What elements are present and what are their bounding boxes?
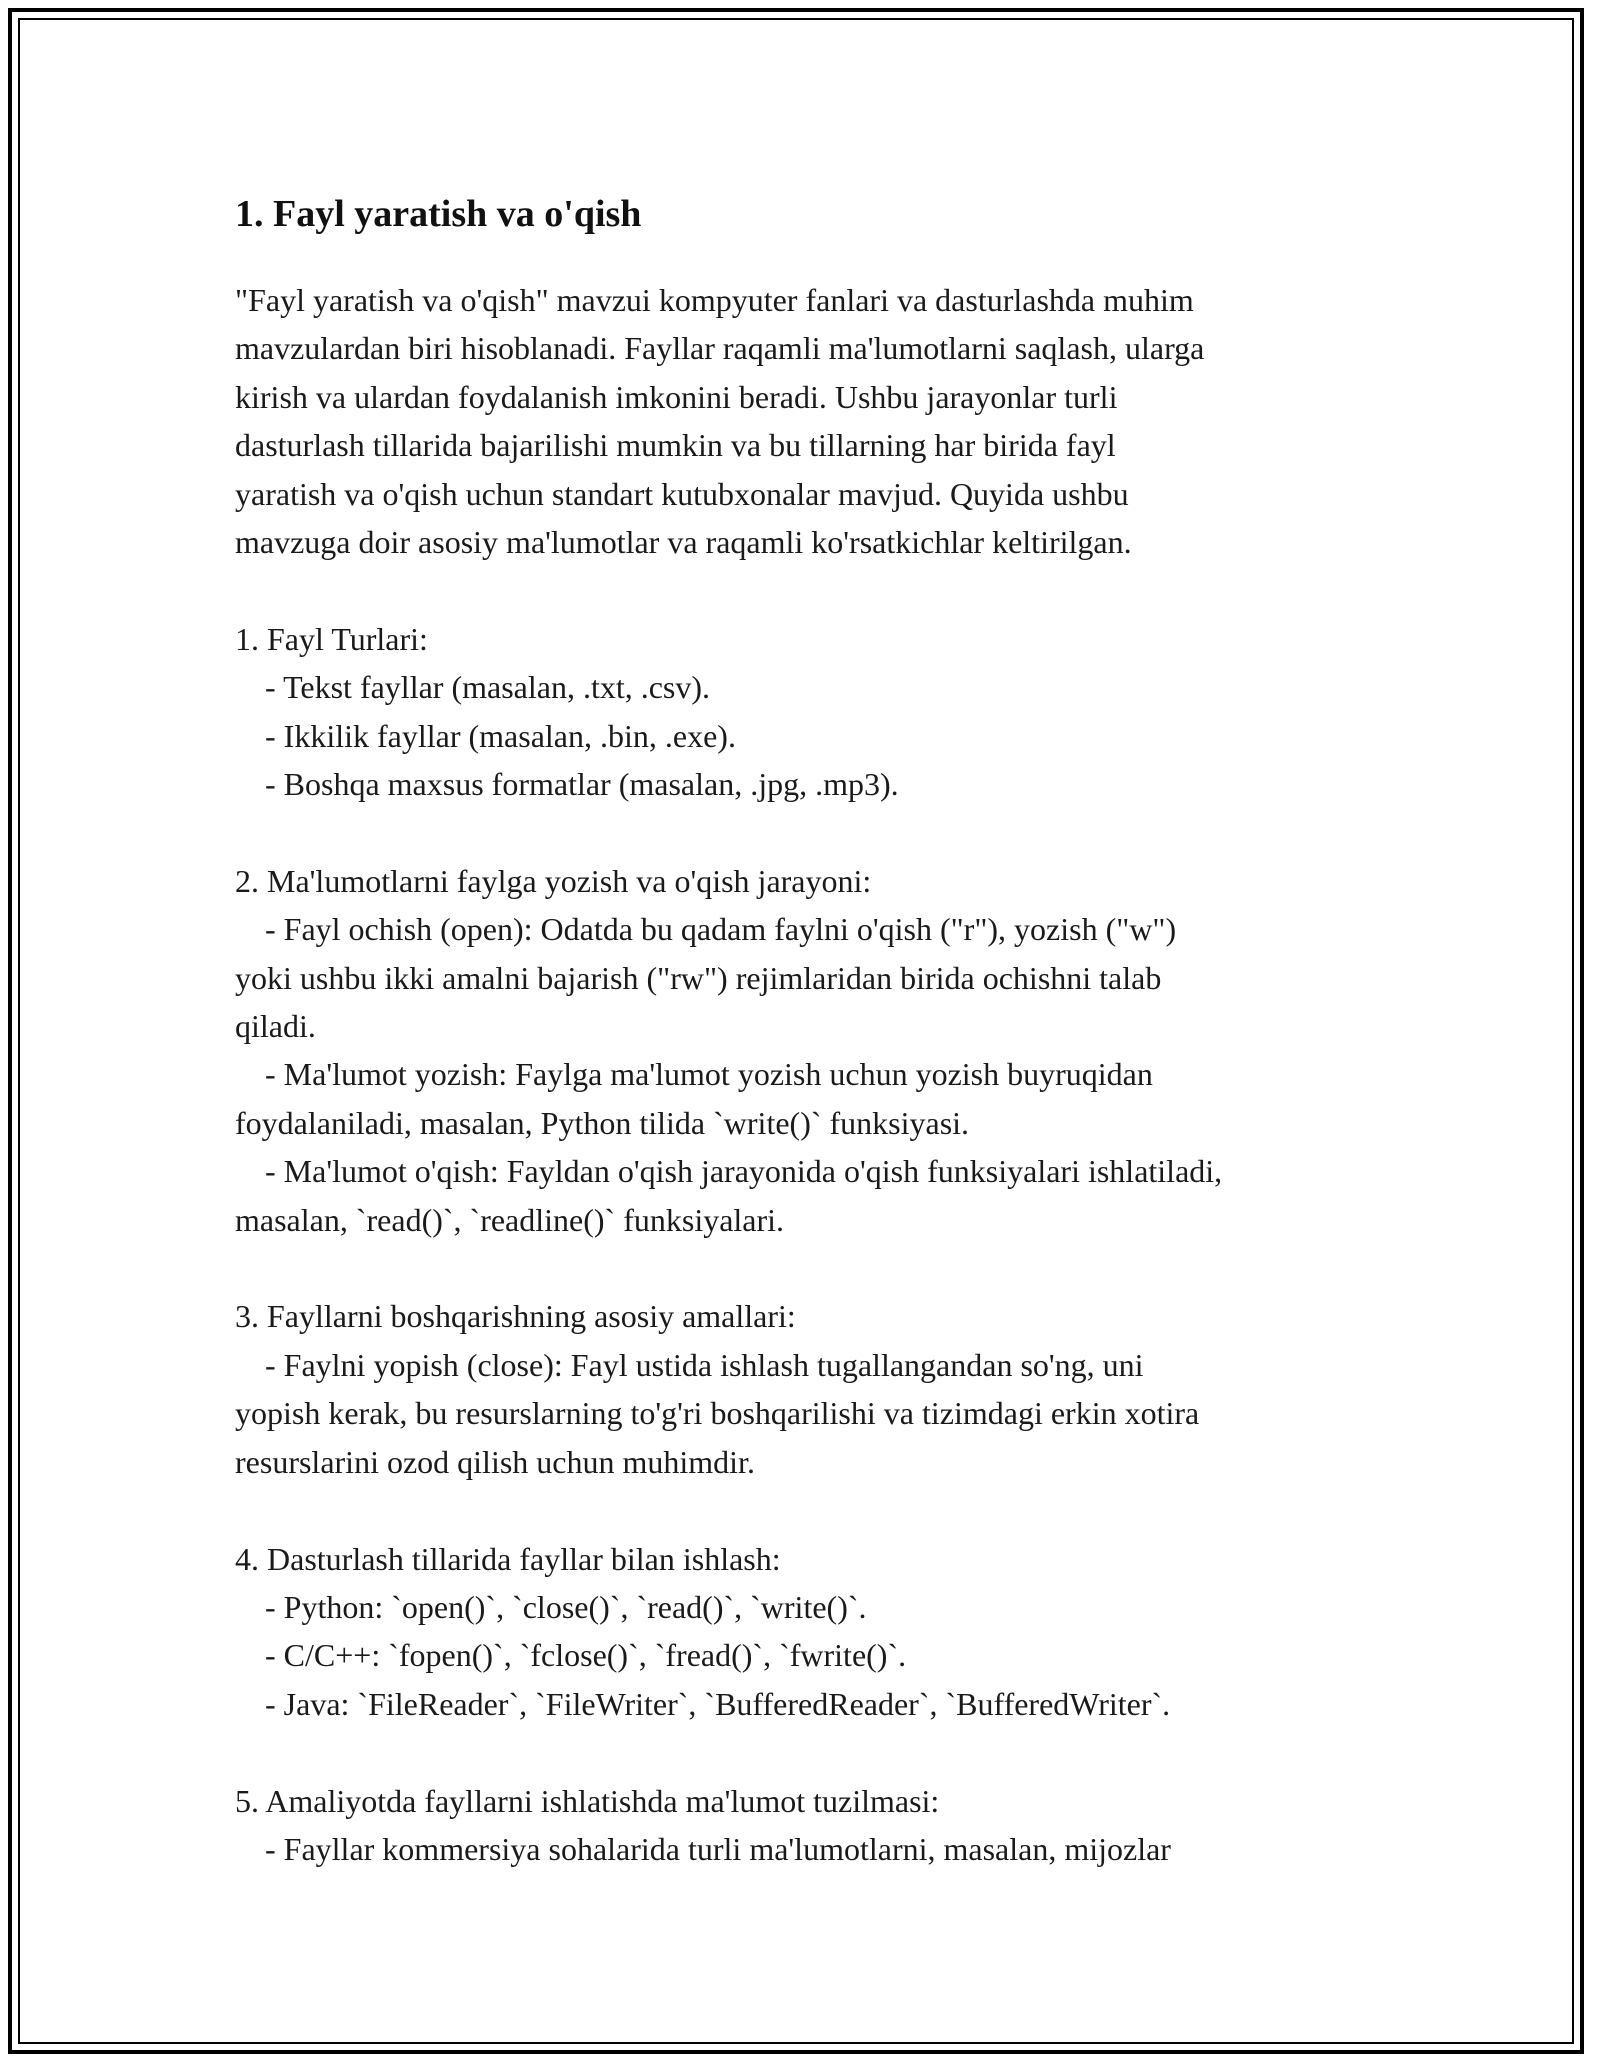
document-body [235, 188, 1375, 1873]
text-line: - Ikkilik fayllar (masalan, .bin, .exe). [265, 717, 736, 754]
text-line: - C/C++: `fopen()`, `fclose()`, `fread()`, `fwrite()`. [265, 1637, 907, 1674]
text-line: "Fayl yaratish va o'qish" mavzui kompyuter fanlari va dasturlashda muhim [235, 282, 1194, 318]
text-line: - Ma'lumot o'qish: Fayldan o'qish jarayonida o'qish funksiyalari ishlatiladi, [265, 1153, 1223, 1190]
text-line: foydalaniladi, masalan, Python tilida `write()` funksiyasi. [235, 1104, 970, 1141]
text-line: - Java: `FileReader`, `FileWriter`, `BufferedReader`, `BufferedWriter`. [265, 1685, 1171, 1722]
text-line: - Fayl ochish (open): Odatda bu qadam faylni o'qish ("r"), yozish ("w") [265, 911, 1177, 948]
text-line: 5. Amaliyotda fayllarni ishlatishda ma'lumot tuzilmasi: [235, 1782, 940, 1819]
text-line: 1. Fayl Turlari: [235, 620, 428, 657]
text-line: yaratish va o'qish uchun standart kutubxonalar mavjud. Quyida ushbu [235, 475, 1129, 512]
text-line: - Ma'lumot yozish: Faylga ma'lumot yozish uchun yozish buyruqidan [265, 1056, 1153, 1093]
text-line: - Tekst fayllar (masalan, .txt, .csv). [265, 669, 711, 706]
text-line: resurslarini ozod qilish uchun muhimdir. [235, 1443, 755, 1480]
text-line: 3. Fayllarni boshqarishning asosiy amallari: [235, 1298, 796, 1335]
text-line: - Fayllar kommersiya sohalarida turli ma'lumotlarni, masalan, mijozlar [265, 1830, 1171, 1867]
text-line: - Boshqa maxsus formatlar (masalan, .jpg, .mp3). [265, 766, 899, 803]
text-line: masalan, `read()`, `readline()` funksiyalari. [235, 1201, 785, 1238]
text-line: kirish va ulardan foydalanish imkonini beradi. Ushbu jarayonlar turli [235, 378, 1118, 415]
text-line: qiladi. [235, 1008, 316, 1045]
text-line: yopish kerak, bu resurslarning to'g'ri boshqarilishi va tizimdagi erkin xotira [235, 1395, 1200, 1432]
text-line: yoki ushbu ikki amalni bajarish ("rw") rejimlaridan birida ochishni talab [235, 959, 1162, 996]
section-title: 1. Fayl yaratish va o'qish [235, 193, 642, 235]
text-line: mavzuga doir asosiy ma'lumotlar va raqamli ko'rsatkichlar keltirilgan. [235, 524, 1132, 561]
blank-line [235, 566, 1375, 614]
blank-line [235, 1728, 1375, 1776]
text-line: mavzulardan biri hisoblanadi. Fayllar raqamli ma'lumotlarni saqlash, ularga [235, 330, 1205, 367]
text-line: - Python: `open()`, `close()`, `read()`, `write()`. [265, 1588, 867, 1625]
text-line: 4. Dasturlash tillarida fayllar bilan ishlash: [235, 1540, 781, 1577]
blank-line [235, 1244, 1375, 1292]
body-text [235, 276, 1375, 1873]
text-line: 2. Ma'lumotlarni faylga yozish va o'qish jarayoni: [235, 862, 872, 899]
text-line: dasturlash tillarida bajarilishi mumkin va bu tillarning har birida fayl [235, 427, 1116, 464]
text-line: - Faylni yopish (close): Fayl ustida ishlash tugallangandan so'ng, uni [265, 1346, 1144, 1383]
blank-line [235, 1486, 1375, 1534]
blank-line [235, 808, 1375, 856]
